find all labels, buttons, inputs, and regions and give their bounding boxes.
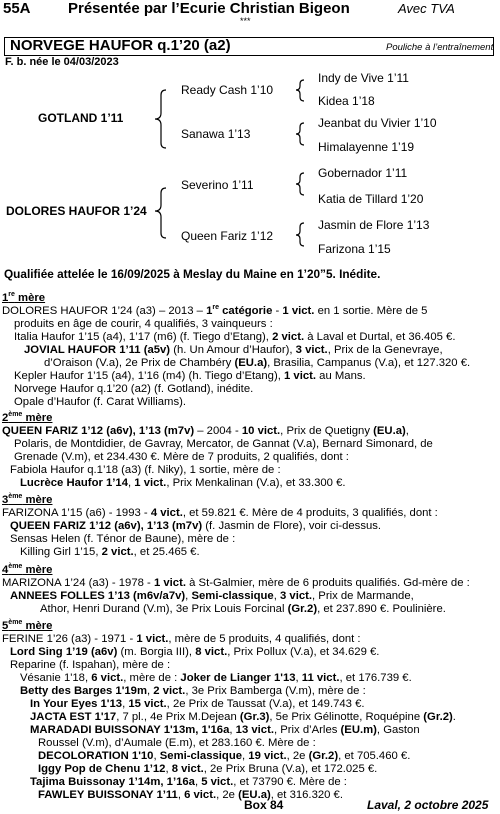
presenter-title: Présentée par l’Ecurie Christian Bigeon bbox=[68, 0, 350, 17]
pedigree-sire: GOTLAND 1’11 bbox=[38, 111, 124, 125]
dam1-line-8: Opale d’Haufor (f. Carat Williams). bbox=[14, 396, 187, 408]
dam2-line-1: QUEEN FARIZ 1’12 (a6v), 1’13 (m7v) – 2004 - 10 vict., Prix de Quetigny (EU.a), bbox=[2, 425, 409, 437]
pedigree-g3-2: Kidea 1’18 bbox=[318, 94, 375, 108]
dam5-line-10: DECOLORATION 1'10, Semi-classique, 19 vict., 2e (Gr.2), et 705.460 €. bbox=[38, 750, 411, 762]
dam1-line-2: produits en âge de courir, 4 qualifiés, 3 vainqueurs : bbox=[14, 318, 273, 330]
section-heading-3: 3ème mère bbox=[2, 493, 53, 506]
pedigree-dam-sire: Severino 1’11 bbox=[181, 178, 254, 192]
section-heading-1: 1re mère bbox=[2, 291, 46, 304]
dam3-line-3: Sensas Helen (f. Ténor de Baune), mère de : bbox=[10, 533, 236, 545]
footer-box: Box 84 bbox=[244, 798, 284, 812]
section-heading-2: 2ème mère bbox=[2, 411, 53, 424]
stars-separator: *** bbox=[240, 16, 251, 26]
dam4-line-3: Athor, Henri Durand (V.m), 3e Prix Louis Forcinal (Gr.2), et 237.890 €. Poulinière. bbox=[40, 603, 446, 615]
qualification-line: Qualifiée attelée le 16/09/2025 à Meslay du Maine en 1’20”5. Inédite. bbox=[4, 267, 381, 281]
lot-number: 55A bbox=[3, 0, 31, 17]
dam4-line-2: ANNEES FOLLES 1’13 (m6v/a7v), Semi-classique, 3 vict., Prix de Marmande, bbox=[10, 590, 414, 602]
pedigree-g3-1: Indy de Vive 1’11 bbox=[318, 71, 409, 85]
dam2-line-5: Lucrèce Haufor 1’14, 1 vict., Prix Menkalinan (V.a), et 33.300 €. bbox=[20, 477, 346, 489]
horse-status: Pouliche à l’entraînement bbox=[386, 42, 494, 53]
dam3-line-4: Killing Girl 1’15, 2 vict., et 25.465 €. bbox=[20, 546, 200, 558]
dam1-line-6: Kepler Haufor 1’15 (a4), 1’16 (m4) (h. Tiego d’Etang), 1 vict. au Mans. bbox=[14, 370, 366, 382]
dam5-line-13: FAWLEY BUISSONAY 1’11, 6 vict., 2e (EU.a), et 316.320 €. bbox=[38, 789, 343, 801]
dam1-line-1: DOLORES HAUFOR 1’24 (a3) – 2013 – 1re catégorie - 1 vict. en 1 sortie. Mère de 5 bbox=[2, 304, 428, 317]
pedigree-sire-sire: Ready Cash 1’10 bbox=[181, 83, 274, 97]
dam1-line-7: Norvege Haufor q.1’20 (a2) (f. Gotland), inédite. bbox=[14, 383, 254, 395]
horse-name: NORVEGE HAUFOR q.1’20 (a2) bbox=[10, 37, 231, 54]
dam1-line-5: d’Oraison (V.a), 2e Prix de Chambéry (EU.a), Brasilia, Campanus (V.a), et 127.320 €. bbox=[44, 357, 471, 369]
pedigree-g3-8: Farizona 1’15 bbox=[318, 242, 391, 256]
dam2-line-3: Grenade (V.m), et 234.430 €. Mère de 7 produits, 2 qualifiés, dont : bbox=[14, 451, 349, 463]
dam5-line-11: Iggy Pop de Chenu 1’12, 8 vict., 2e Prix Bruna (V.a), et 172.025 €. bbox=[38, 763, 378, 775]
dam5-line-1: FERINE 1’26 (a3) - 1971 - 1 vict., mère de 5 produits, 4 qualifiés, dont : bbox=[2, 633, 361, 645]
pedigree-g3-3: Jeanbat du Vivier 1’10 bbox=[318, 116, 437, 130]
pedigree-g3-6: Katia de Tillard 1’20 bbox=[318, 192, 424, 206]
footer-date: Laval, 2 octobre 2025 bbox=[367, 798, 489, 812]
dam1-line-3: Italia Haufor 1’15 (a4), 1’17 (m6) (f. Tiego d’Etang), 2 vict. à Laval et Durtal, et 36.405 €. bbox=[14, 331, 456, 343]
horse-birth: F. b. née le 04/03/2023 bbox=[5, 56, 119, 68]
dam5-line-7: JACTA EST 1'17, 7 pl., 4e Prix M.Dejean (Gr.3), 5e Prix Gélinotte, Roquépine (Gr.2). bbox=[30, 711, 456, 723]
dam5-line-6: In Your Eyes 1'13, 15 vict., 2e Prix de Taussat (V.a), et 149.743 €. bbox=[30, 698, 365, 710]
pedigree-dam: DOLORES HAUFOR 1’24 bbox=[6, 204, 147, 218]
section-heading-5: 5ème mère bbox=[2, 619, 53, 632]
pedigree-dam-dam: Queen Fariz 1’12 bbox=[181, 229, 274, 243]
dam5-line-3: Reparine (f. Ispahan), mère de : bbox=[10, 659, 171, 671]
pedigree-g3-7: Jasmin de Flore 1’13 bbox=[318, 218, 430, 232]
vat-note: Avec TVA bbox=[398, 1, 455, 16]
dam5-line-12: Tajima Buissonay 1’14m, 1’16a, 5 vict., et 73790 €. Mère de : bbox=[30, 776, 347, 788]
dam3-line-1: FARIZONA 1’15 (a6) - 1993 - 4 vict., et 59.821 €. Mère de 4 produits, 3 qualifiés, dont : bbox=[2, 507, 438, 519]
dam2-line-4: Fabiola Haufor q.1’18 (a3) (f. Niky), 1 sortie, mère de : bbox=[10, 464, 281, 476]
dam1-line-4: JOVIAL HAUFOR 1’11 (a5v) (h. Un Amour d’Haufor), 3 vict., Prix de la Genevraye, bbox=[24, 344, 443, 356]
dam5-line-8: MARADADI BUISSONAY 1'13m, 1'16a, 13 vict., Prix d’Arles (EU.m), Gaston bbox=[30, 724, 420, 736]
dam5-line-2: Lord Sing 1’19 (a6v) (m. Borgia III), 8 vict., Prix Pollux (V.a), et 34.629 €. bbox=[10, 646, 380, 658]
pedigree-g3-5: Gobernador 1’11 bbox=[318, 166, 408, 180]
dam3-line-2: QUEEN FARIZ 1’12 (a6v), 1’13 (m7v) (f. Jasmin de Flore), voir ci-dessus. bbox=[10, 520, 382, 532]
dam5-line-9: Roussel (V.m), d’Aumale (E.m), et 283.160 €. Mère de : bbox=[38, 737, 316, 749]
section-heading-4: 4ème mère bbox=[2, 563, 53, 576]
pedigree-g3-4: Himalayenne 1’19 bbox=[318, 140, 415, 154]
dam4-line-1: MARIZONA 1’24 (a3) - 1978 - 1 vict. à St-Galmier, mère de 6 produits qualifiés. Gd-mère de : bbox=[2, 577, 470, 589]
dam5-line-5: Betty des Barges 1'19m, 2 vict., 3e Prix Bamberga (V.m), mère de : bbox=[20, 685, 366, 697]
dam2-line-2: Polaris, de Montdidier, de Gavray, Mercator, de Gannat (V.a), Bernard Simonard, de bbox=[14, 438, 433, 450]
pedigree-sire-dam: Sanawa 1’13 bbox=[181, 127, 251, 141]
dam5-line-4: Vésanie 1'18, 6 vict., mère de : Joker de Lianger 1'13, 11 vict., et 176.739 €. bbox=[20, 672, 412, 684]
